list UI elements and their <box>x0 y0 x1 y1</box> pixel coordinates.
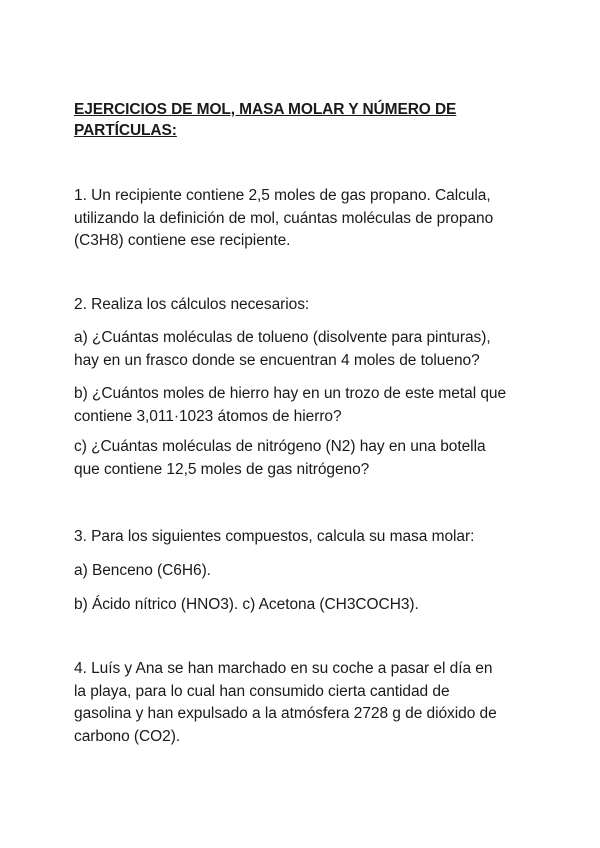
text-line: b) ¿Cuántos moles de hierro hay en un trozo de este metal que <box>74 385 507 402</box>
question-3a <box>74 560 534 583</box>
text-line: carbono (CO2). <box>74 727 181 745</box>
text-line: la playa, para lo cual han consumido cierta cantidad de <box>74 682 450 700</box>
text-line: b) Ácido nítrico (HNO3). c) Acetona (CH3COCH3). <box>74 596 419 613</box>
text-line: hay en un frasco donde se encuentran 4 moles de tolueno? <box>74 351 480 369</box>
title-line: PARTÍCULAS: <box>74 122 177 139</box>
title-line: EJERCICIOS DE MOL, MASA MOLAR Y NÚMERO DE <box>74 101 457 118</box>
text-line: que contiene 12,5 moles de gas nitrógeno? <box>74 460 370 478</box>
text-line: contiene 3,011·1023 átomos de hierro? <box>74 407 342 425</box>
text-line: gasolina y han expulsado a la atmósfera 2728 g de dióxido de <box>74 705 497 722</box>
text-line: a) ¿Cuántas moléculas de tolueno (disolvente para pinturas), <box>74 329 491 346</box>
question-1 <box>74 185 534 253</box>
text-line: 1. Un recipiente contiene 2,5 moles de gas propano. Calcula, <box>74 187 491 204</box>
question-2c <box>74 436 534 481</box>
question-2b <box>74 383 534 428</box>
text-line: 4. Luís y Ana se han marchado en su coche a pasar el día en <box>74 660 493 677</box>
question-2a <box>74 327 534 372</box>
question-4 <box>74 658 534 748</box>
question-2-intro <box>74 294 534 317</box>
text-line: (C3H8) contiene ese recipiente. <box>74 232 291 249</box>
text-line: 2. Realiza los cálculos necesarios: <box>74 296 310 313</box>
text-line: 3. Para los siguientes compuestos, calcula su masa molar: <box>74 528 475 545</box>
text-line: c) ¿Cuántas moléculas de nitrógeno (N2) hay en una botella <box>74 438 486 455</box>
document-title <box>74 99 514 141</box>
question-3-intro <box>74 526 534 549</box>
text-line: a) Benceno (C6H6). <box>74 562 211 579</box>
question-3bc <box>74 594 534 617</box>
text-line: utilizando la definición de mol, cuántas moléculas de propano <box>74 209 494 227</box>
